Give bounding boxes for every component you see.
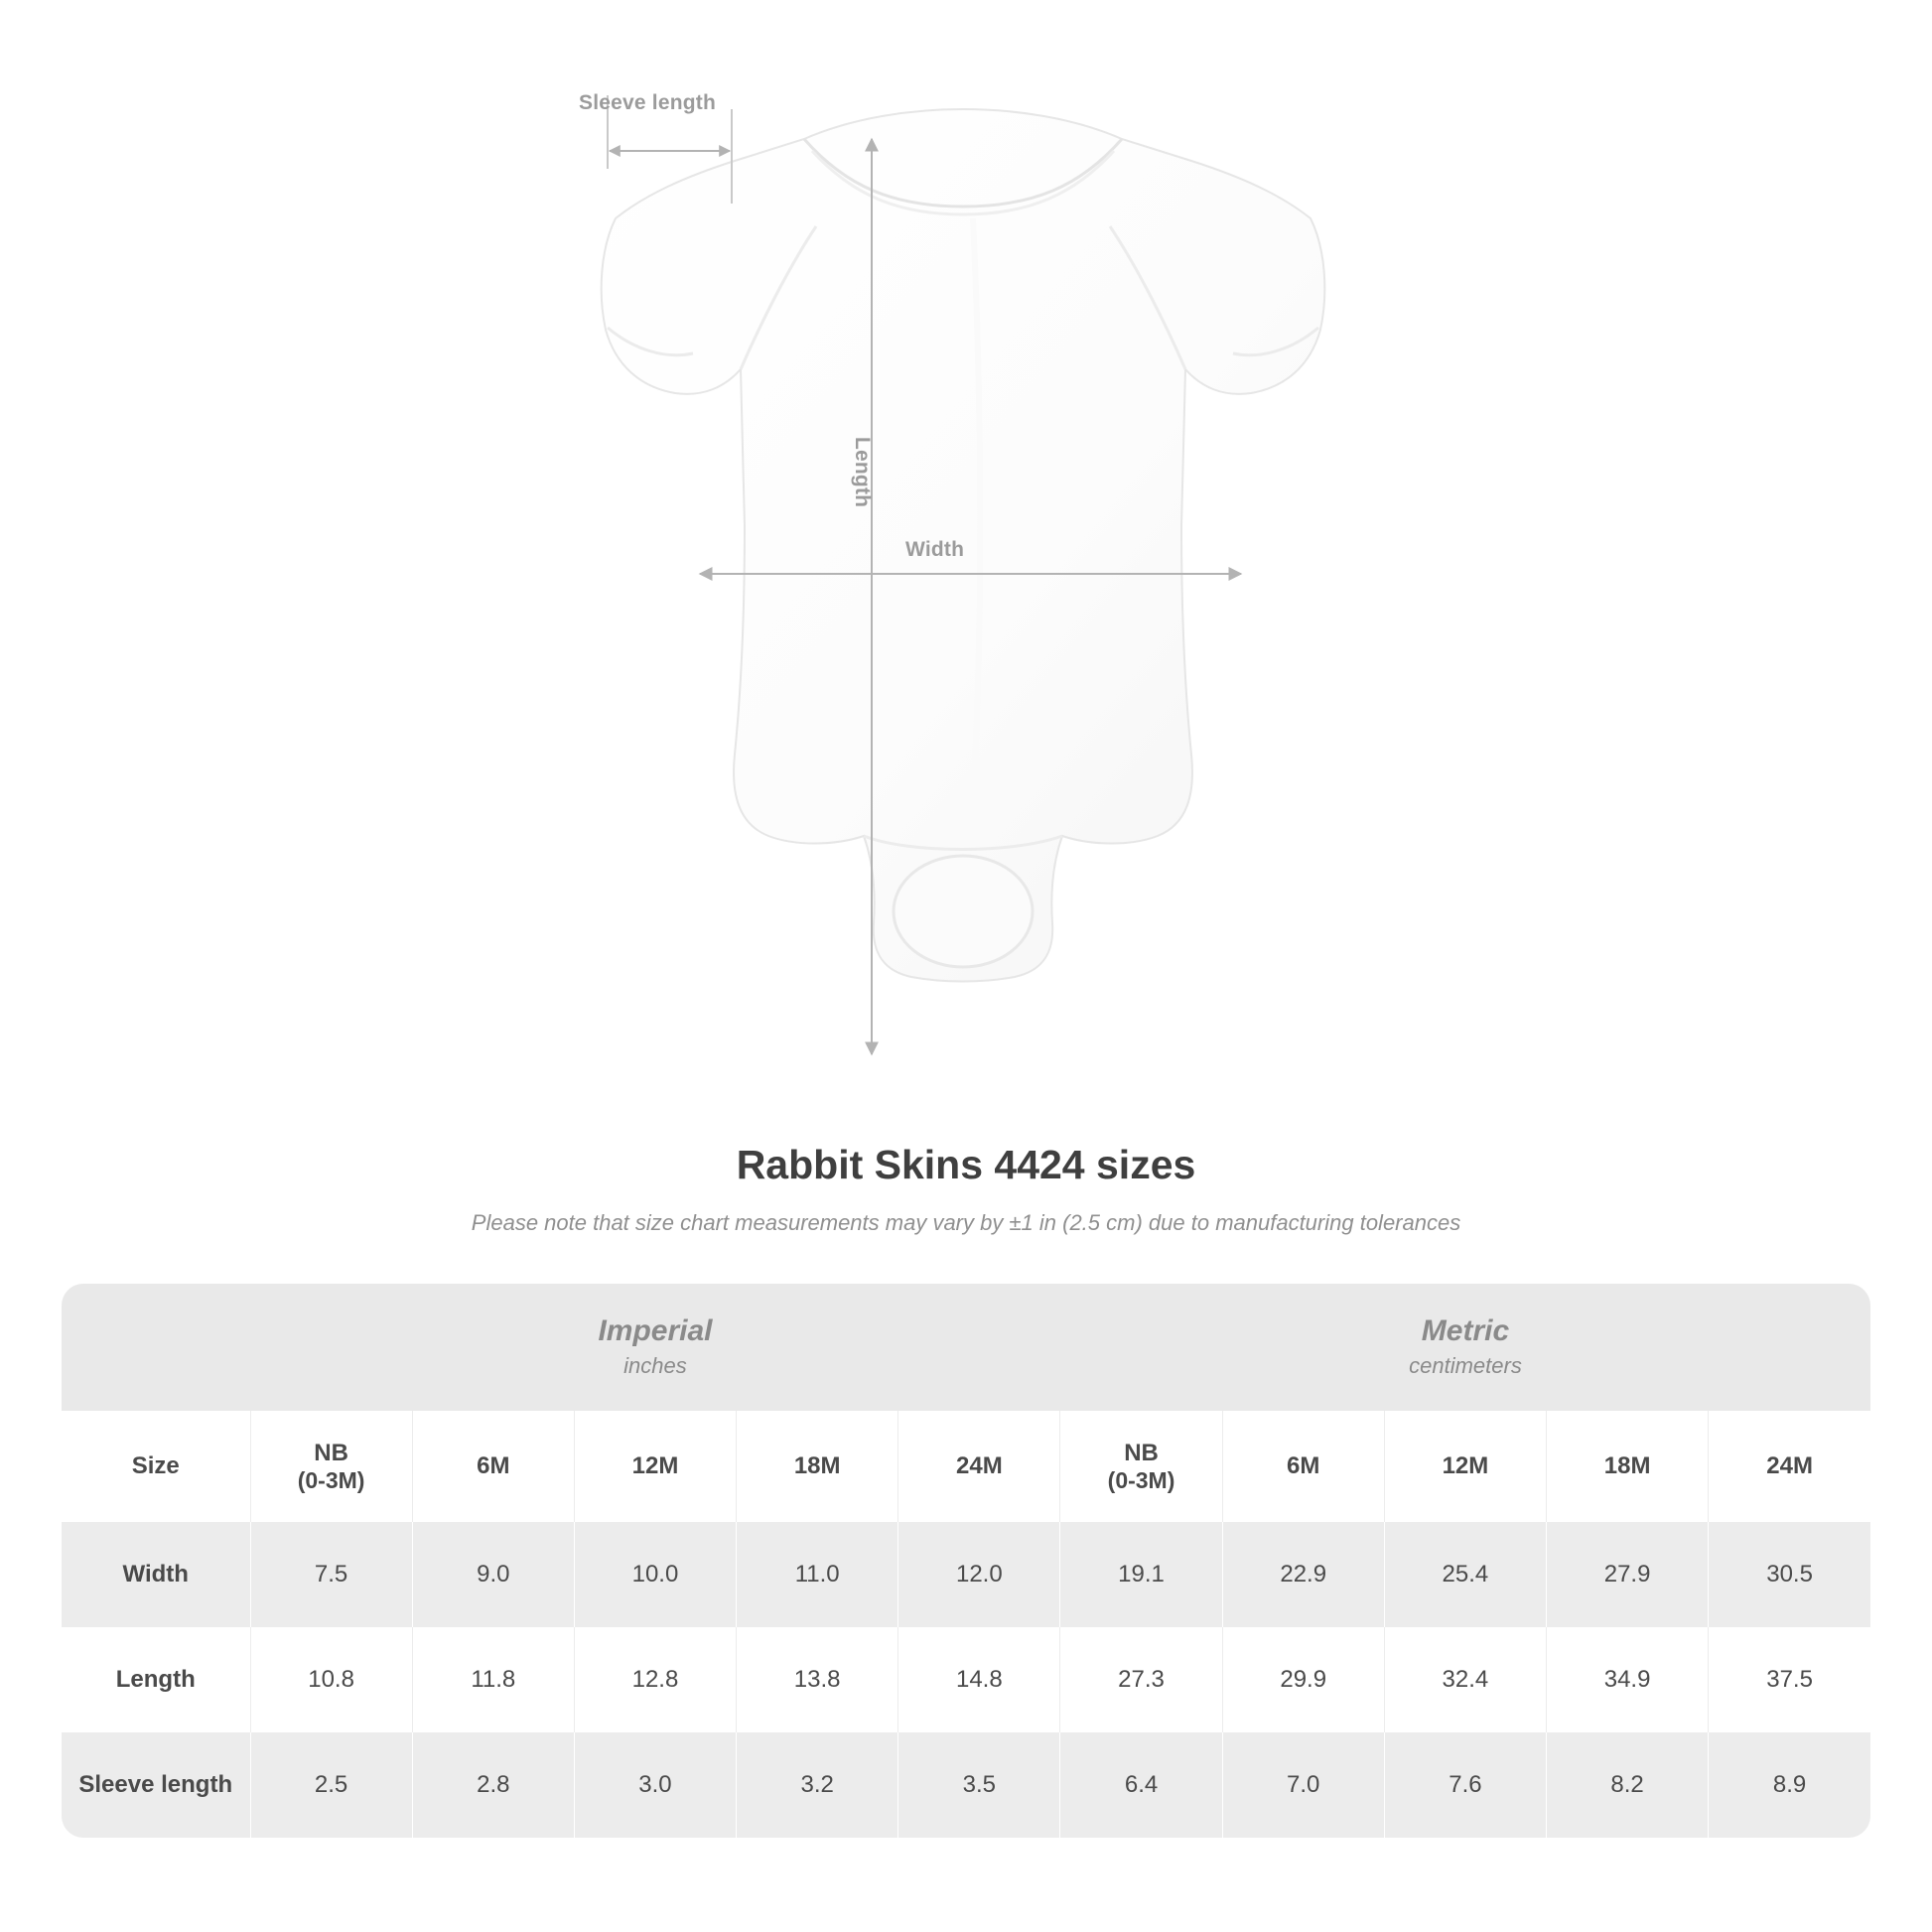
table-cell: 9.0 bbox=[412, 1522, 574, 1627]
table-cell: 32.4 bbox=[1384, 1627, 1546, 1732]
length-label: Length bbox=[851, 437, 874, 508]
row-label: Sleeve length bbox=[62, 1732, 250, 1838]
table-cell: 10.0 bbox=[574, 1522, 736, 1627]
column-header-cell bbox=[898, 1411, 1060, 1522]
table-cell: 3.0 bbox=[574, 1732, 736, 1838]
table-cell: 8.9 bbox=[1709, 1732, 1870, 1838]
unit-header-metric bbox=[1060, 1284, 1870, 1411]
column-header-cell bbox=[1222, 1411, 1384, 1522]
column-header-cell bbox=[1060, 1411, 1222, 1522]
table-cell: 37.5 bbox=[1709, 1627, 1870, 1732]
table-cell: 3.5 bbox=[898, 1732, 1060, 1838]
column-header-label: 6M bbox=[477, 1452, 510, 1479]
table-cell: 13.8 bbox=[737, 1627, 898, 1732]
unit-header-spacer bbox=[62, 1284, 250, 1411]
size-table bbox=[62, 1284, 1870, 1838]
table-cell: 34.9 bbox=[1547, 1627, 1709, 1732]
column-header-cell bbox=[1709, 1411, 1870, 1522]
column-header-cell bbox=[737, 1411, 898, 1522]
column-header-label: 12M bbox=[631, 1452, 679, 1479]
table-cell: 25.4 bbox=[1384, 1522, 1546, 1627]
unit-name-metric: Metric bbox=[1421, 1313, 1510, 1347]
table-cell: 7.5 bbox=[250, 1522, 412, 1627]
column-header-label: 24M bbox=[956, 1452, 1003, 1479]
table-cell: 7.0 bbox=[1222, 1732, 1384, 1838]
page-title: Rabbit Skins 4424 sizes bbox=[736, 1142, 1196, 1187]
table-cell: 8.2 bbox=[1547, 1732, 1709, 1838]
unit-sub-metric: centimeters bbox=[1409, 1353, 1522, 1379]
table-cell: 12.8 bbox=[574, 1627, 736, 1732]
column-header-label: 24M bbox=[1766, 1452, 1813, 1479]
table-row bbox=[62, 1522, 1870, 1627]
sleeve-length-label: Sleeve length bbox=[579, 91, 716, 114]
table-cell: 14.8 bbox=[898, 1627, 1060, 1732]
column-header-label: NB bbox=[314, 1439, 348, 1466]
column-header-row bbox=[62, 1411, 1870, 1522]
column-header-label: 18M bbox=[1603, 1452, 1651, 1479]
table-cell: 3.2 bbox=[737, 1732, 898, 1838]
column-header-cell bbox=[1384, 1411, 1546, 1522]
table-cell: 30.5 bbox=[1709, 1522, 1870, 1627]
table-cell: 27.9 bbox=[1547, 1522, 1709, 1627]
table-cell: 11.8 bbox=[412, 1627, 574, 1732]
table-cell: 19.1 bbox=[1060, 1522, 1222, 1627]
table-cell: 27.3 bbox=[1060, 1627, 1222, 1732]
table-cell: 12.0 bbox=[898, 1522, 1060, 1627]
unit-header-imperial bbox=[250, 1284, 1060, 1411]
table-cell: 29.9 bbox=[1222, 1627, 1384, 1732]
table-row bbox=[62, 1732, 1870, 1838]
column-header-label: 18M bbox=[793, 1452, 841, 1479]
table-row bbox=[62, 1627, 1870, 1732]
table-cell: 2.5 bbox=[250, 1732, 412, 1838]
table-cell: 10.8 bbox=[250, 1627, 412, 1732]
column-header-label: NB bbox=[1124, 1439, 1159, 1466]
size-column-label: Size bbox=[62, 1411, 250, 1522]
table-cell: 7.6 bbox=[1384, 1732, 1546, 1838]
column-header-sub: (0-3M) bbox=[297, 1466, 365, 1493]
column-header-label: 6M bbox=[1287, 1452, 1320, 1479]
tolerance-note: Please note that size chart measurements may vary by ±1 in (2.5 cm) due to manufacturing tolerances bbox=[471, 1210, 1461, 1235]
column-header-cell bbox=[1547, 1411, 1709, 1522]
table-cell: 2.8 bbox=[412, 1732, 574, 1838]
size-table-wrap bbox=[62, 1284, 1870, 1838]
width-label: Width bbox=[905, 538, 965, 561]
unit-header-row bbox=[62, 1284, 1870, 1411]
column-header-sub: (0-3M) bbox=[1107, 1466, 1175, 1493]
table-cell: 6.4 bbox=[1060, 1732, 1222, 1838]
title-block bbox=[0, 1142, 1932, 1236]
row-label: Width bbox=[62, 1522, 250, 1627]
column-header-cell bbox=[412, 1411, 574, 1522]
column-header-label: 12M bbox=[1442, 1452, 1489, 1479]
column-header-cell bbox=[250, 1411, 412, 1522]
unit-sub-imperial: inches bbox=[623, 1353, 687, 1379]
table-cell: 22.9 bbox=[1222, 1522, 1384, 1627]
table-cell: 11.0 bbox=[737, 1522, 898, 1627]
unit-name-imperial: Imperial bbox=[598, 1313, 713, 1347]
row-label: Length bbox=[62, 1627, 250, 1732]
column-header-cell bbox=[574, 1411, 736, 1522]
